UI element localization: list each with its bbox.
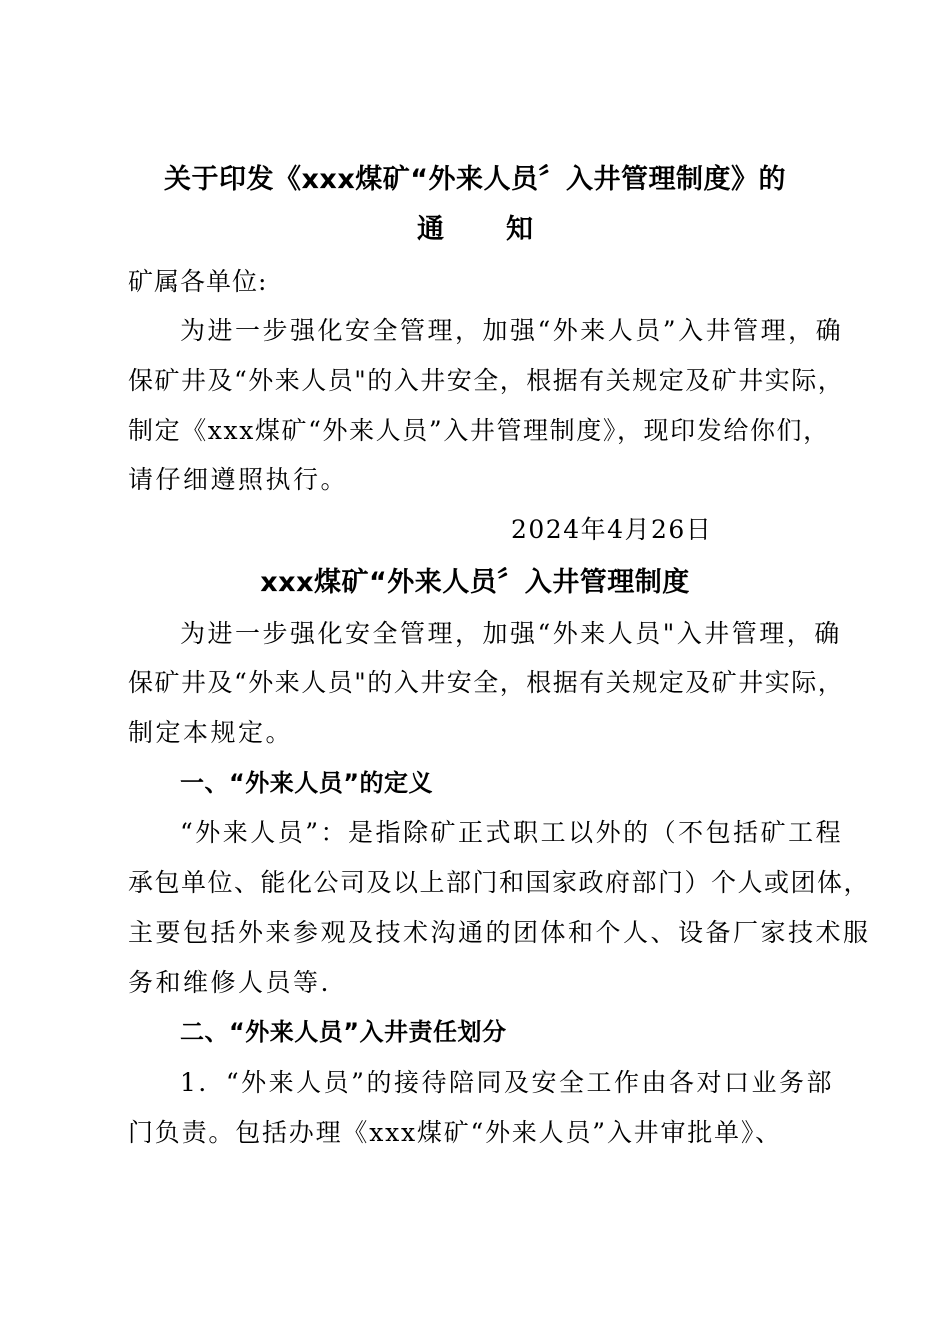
notice-body-line: 制定《xxx煤矿“外来人员”入井管理制度》，现印发给你们， [128,416,830,445]
notice-body-line: 保矿井及“外来人员"的入井安全，根据有关规定及矿井实际， [128,366,845,395]
regulation-intro-line: 保矿井及“外来人员"的入井安全，根据有关规定及矿井实际， [128,668,845,697]
regulation-title: xxx煤矿“外来人员〞入井管理制度 [260,567,690,598]
section2-line: 门负责。包括办理《xxx煤矿“外来人员”入井审批单》、 [128,1118,782,1147]
section1-heading: 一、“外来人员”的定义 [180,769,434,797]
notice-date: 2024年4月26日 [511,515,713,544]
salutation: 矿属各单位: [128,267,268,296]
section2-line: 1．“外来人员”的接待陪同及安全工作由各对口业务部 [180,1068,834,1097]
notice-title-line2 [0,213,950,247]
notice-body-line: 为进一步强化安全管理，加强“外来人员”入井管理，确 [180,316,844,345]
notice-title-char-zhi: 知 [506,214,533,245]
notice-body-line: 请仔细遵照执行。 [128,465,349,494]
section1-line: “外来人员”：是指除矿正式职工以外的（不包括矿工程 [180,818,844,847]
regulation-intro-line: 制定本规定。 [128,718,294,747]
notice-title-line1: 关于印发《xxx煤矿“外来人员〞入井管理制度》的 [164,164,786,195]
regulation-intro-line: 为进一步强化安全管理，加强“外来人员"入井管理，确 [180,619,842,648]
section1-line: 承包单位、能化公司及以上部门和国家政府部门）个人或团体， [128,868,871,897]
section1-line: 务和维修人员等. [128,968,331,997]
section2-heading: 二、“外来人员”入井责任划分 [180,1018,507,1046]
section1-line: 主要包括外来参观及技术沟通的团体和个人、设备厂家技术服 [128,918,871,947]
notice-title-char-tong: 通 [417,214,444,245]
